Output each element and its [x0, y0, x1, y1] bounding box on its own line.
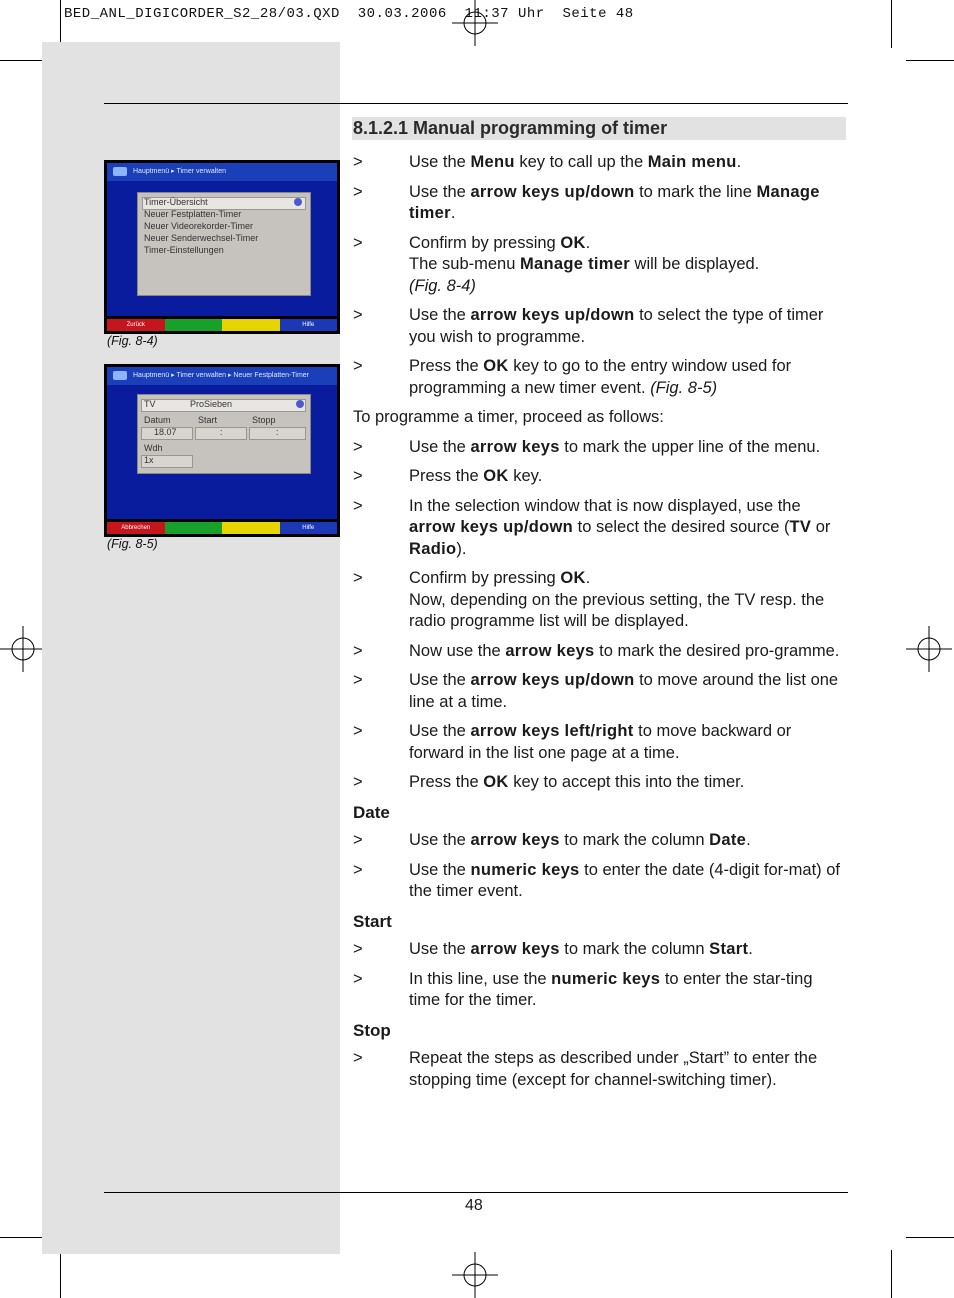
crop-mark [60, 0, 61, 48]
list-item: > Confirm by pressing OK. Now, depending on the previous setting, the TV resp. the radio programme list will be displayed. [353, 569, 825, 630]
list-item: > Use the arrow keys left/right to move backward or forward in the list one page at a time. [353, 722, 792, 762]
scroll-icon [296, 400, 304, 408]
list-item: > Use the arrow keys up/down to move around the list one line at a time. [353, 671, 839, 711]
screenshot-fig-8-5 [104, 364, 340, 537]
menu-item: Neuer Festplatten-Timer [144, 209, 242, 219]
yellow-key [222, 319, 280, 331]
repeat-label: Wdh [144, 443, 163, 453]
screenshot-fig-8-4 [104, 160, 340, 334]
new-timer-dialog [137, 394, 311, 474]
blue-key: Hilfe [280, 522, 338, 534]
menu-icon [113, 371, 127, 380]
top-rule [104, 103, 848, 104]
menu-item: Neuer Videorekorder-Timer [144, 221, 254, 231]
tv-title-bar [107, 163, 337, 181]
bottom-rule [104, 1192, 848, 1193]
list-item: > Press the OK key to accept this into the timer. [353, 773, 745, 791]
tv-title: Hauptmenü ▸ Timer verwalten ▸ Neuer Festplatten-Timer [133, 372, 309, 379]
channel-value: ProSieben [190, 399, 233, 409]
tv-title-bar [107, 367, 337, 385]
tv-title: Hauptmenü ▸ Timer verwalten [133, 168, 226, 175]
red-key: Abbrechen [107, 522, 165, 534]
menu-item: Timer-Übersicht [144, 197, 208, 207]
repeat-value: 1x [144, 455, 154, 465]
column-date: Datum [144, 415, 171, 425]
registration-mark-icon [452, 1252, 498, 1298]
list-item: > In the selection window that is now displayed, use the arrow keys up/down to select the desired source (TV or Radio). [353, 496, 831, 558]
subheading-date: Date [353, 802, 390, 822]
list-item: > Use the numeric keys to enter the date (4-digit for-mat) of the timer event. [353, 860, 840, 900]
list-item: > Confirm by pressing OK. The sub-menu Manage timer will be displayed. (Fig. 8-4) [353, 233, 760, 295]
date-value: 18.07 [154, 427, 177, 437]
list-item: > Use the arrow keys up/down to select the type of timer you wish to programme. [353, 306, 824, 346]
crop-mark [60, 1250, 61, 1298]
green-key [165, 522, 223, 534]
crop-mark [0, 1237, 48, 1238]
source-value: TV [144, 399, 156, 409]
menu-item: Timer-Einstellungen [144, 245, 224, 255]
registration-mark-icon [906, 626, 952, 672]
blue-key: Hilfe [280, 319, 338, 331]
page-number: 48 [465, 1197, 483, 1214]
print-slug: BED_ANL_DIGICORDER_S2_28/03.QXD 30.03.2006 11:37 Uhr Seite 48 [64, 6, 634, 22]
registration-mark-icon [452, 0, 498, 46]
scroll-icon [294, 198, 302, 206]
start-value: : [220, 427, 223, 437]
section-heading: 8.1.2.1 Manual programming of timer [352, 117, 846, 140]
column-start: Start [198, 415, 218, 425]
list-item: > Repeat the steps as described under „Start” to enter the stopping time (except for channel-switching timer). [353, 1049, 818, 1089]
column-stop: Stopp [252, 415, 276, 425]
stop-value: : [276, 427, 279, 437]
intro-text: To programme a timer, proceed as follows: [353, 408, 664, 426]
color-key-bar [107, 319, 337, 331]
subheading-start: Start [353, 911, 392, 931]
subheading-stop: Stop [353, 1020, 391, 1040]
yellow-key [222, 522, 280, 534]
timer-menu-dialog [137, 192, 311, 296]
registration-mark-icon [0, 626, 46, 672]
red-key: Zurück [107, 319, 165, 331]
list-item: > Use the Menu key to call up the Main menu. [353, 153, 742, 171]
list-item: > Use the arrow keys up/down to mark the line Manage timer. [353, 182, 820, 222]
crop-mark [0, 60, 48, 61]
main-text [353, 152, 843, 1099]
color-key-bar [107, 522, 337, 534]
list-item: > In this line, use the numeric keys to enter the star-ting time for the timer. [353, 969, 813, 1009]
green-key [165, 319, 223, 331]
menu-item: Neuer Senderwechsel-Timer [144, 233, 259, 243]
list-item: > Use the arrow keys to mark the column Start. [353, 940, 753, 958]
list-item: > Use the arrow keys to mark the upper line of the menu. [353, 437, 821, 456]
crop-mark [906, 1237, 954, 1238]
crop-mark [891, 1250, 892, 1298]
figure-caption: (Fig. 8-4) [107, 334, 158, 348]
list-item: > Now use the arrow keys to mark the desired pro-gramme. [353, 641, 840, 660]
crop-mark [906, 60, 954, 61]
list-item: > Use the arrow keys to mark the column Date. [353, 831, 751, 849]
list-item: > Press the OK key to go to the entry window used for programming a new timer event. (Fig. 8-5) [353, 357, 792, 397]
list-item: > Press the OK key. [353, 467, 543, 485]
menu-icon [113, 167, 127, 176]
crop-mark [891, 0, 892, 48]
figure-caption: (Fig. 8-5) [107, 537, 158, 551]
